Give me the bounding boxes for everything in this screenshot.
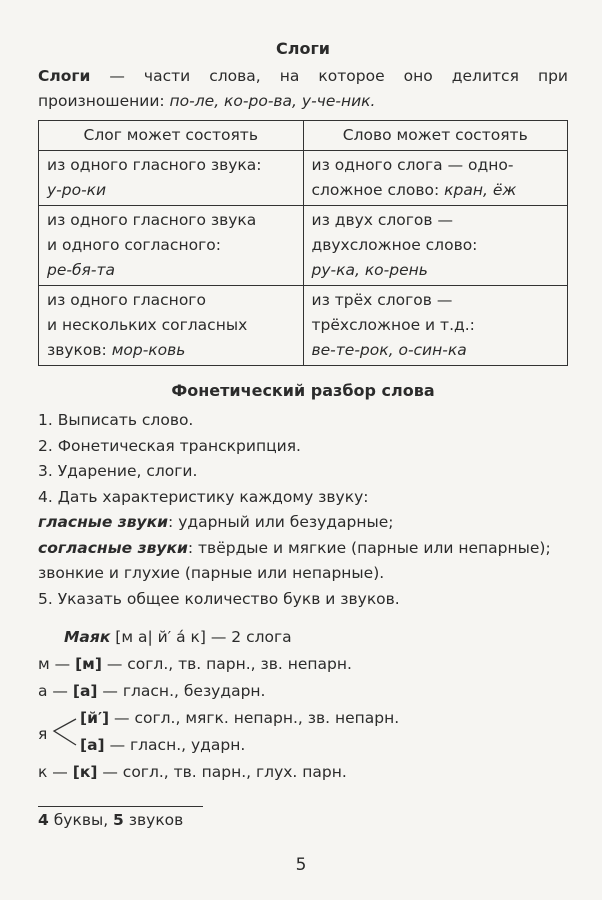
word-cell xyxy=(303,151,568,206)
letter-ya: я [й′] — согл., мягк. непарн., зв. непарн. [а] — гласн., ударн. xyxy=(38,709,400,754)
consonants-label: согласные звуки xyxy=(38,538,188,557)
cell-line: из двух слогов — xyxy=(311,211,453,229)
letter-m: м — [м] — согл., тв. парн., зв. непарн. xyxy=(38,655,352,673)
cell-line: ве-те-рок, о-син-ка xyxy=(311,341,467,359)
definition-text: — части слова, на которое оно делится при произношении: xyxy=(38,67,568,110)
cell-line: из одного гласного звука xyxy=(47,211,257,229)
header-syllable: Слог может состоять xyxy=(39,121,304,151)
cell-line: из одного гласного звука: xyxy=(47,156,262,174)
example-head xyxy=(38,624,568,651)
cell-line: звуков: мор-ковь xyxy=(47,341,186,359)
table-row xyxy=(39,286,568,366)
cell-line: и нескольких согласных xyxy=(47,316,248,334)
syllables-table xyxy=(38,120,568,366)
branch-icon xyxy=(50,715,80,751)
cell-line: из трёх слогов — xyxy=(311,291,453,309)
letter-k: к — [к] — согл., тв. парн., глух. парн. xyxy=(38,763,347,781)
consonants-line xyxy=(38,536,568,587)
cell-line: и одного согласного: xyxy=(47,236,221,254)
cell-line: из одного гласного xyxy=(47,291,206,309)
syllables-definition xyxy=(38,64,568,114)
title-syllables: Слоги xyxy=(275,39,331,58)
cell-line: сложное слово: кран, ёж xyxy=(311,181,517,199)
cell-line: двухсложное слово: xyxy=(311,236,478,254)
step: 1. Выписать слово. xyxy=(38,411,194,429)
letter-a: а — [а] — гласн., безударн. xyxy=(38,682,266,700)
cell-line: у-ро-ки xyxy=(47,181,107,199)
term: Слоги xyxy=(38,67,91,85)
step: 2. Фонетическая транскрипция. xyxy=(38,436,301,455)
definition-examples: по-ле, ко-ро-ва, у-че-ник. xyxy=(169,92,376,110)
vowels-line xyxy=(38,510,568,536)
example xyxy=(38,624,568,834)
step: 4. Дать характеристику каждому звуку: xyxy=(38,487,369,506)
step: 3. Ударение, слоги. xyxy=(38,462,198,480)
word-cell xyxy=(303,286,568,366)
syllable-cell xyxy=(39,286,304,366)
table-row xyxy=(39,151,568,206)
step: 5. Указать общее количество букв и звуков. xyxy=(38,589,400,608)
vowels-text: : ударный или безударные; xyxy=(168,513,394,531)
cell-line: трёхсложное и т.д.: xyxy=(311,316,475,334)
syllable-cell xyxy=(39,206,304,286)
example-word: Маяк xyxy=(64,628,111,646)
transcription: [м а| й′ а́ к] — 2 слога xyxy=(110,628,292,646)
word-cell xyxy=(303,206,568,286)
steps-list xyxy=(38,408,568,612)
syllable-cell xyxy=(39,151,304,206)
header-word: Слово может состоять xyxy=(303,121,568,151)
ya-letter: я xyxy=(38,725,48,743)
consonants-text: : твёрдые и мягкие (парные или непарные); звонкие и глухие (парные или непарные). xyxy=(38,538,551,582)
summary: 4 буквы, 5 звуков xyxy=(38,811,184,829)
page xyxy=(38,38,568,834)
page-number: 5 xyxy=(295,855,307,875)
table-row xyxy=(39,206,568,286)
cell-line: из одного слога — одно- xyxy=(311,156,514,174)
vowels-label: гласные звуки xyxy=(38,513,169,531)
cell-line: ре-бя-та xyxy=(47,261,115,279)
title-phonetic: Фонетический разбор слова xyxy=(171,381,435,400)
cell-line: ру-ка, ко-рень xyxy=(311,261,428,279)
